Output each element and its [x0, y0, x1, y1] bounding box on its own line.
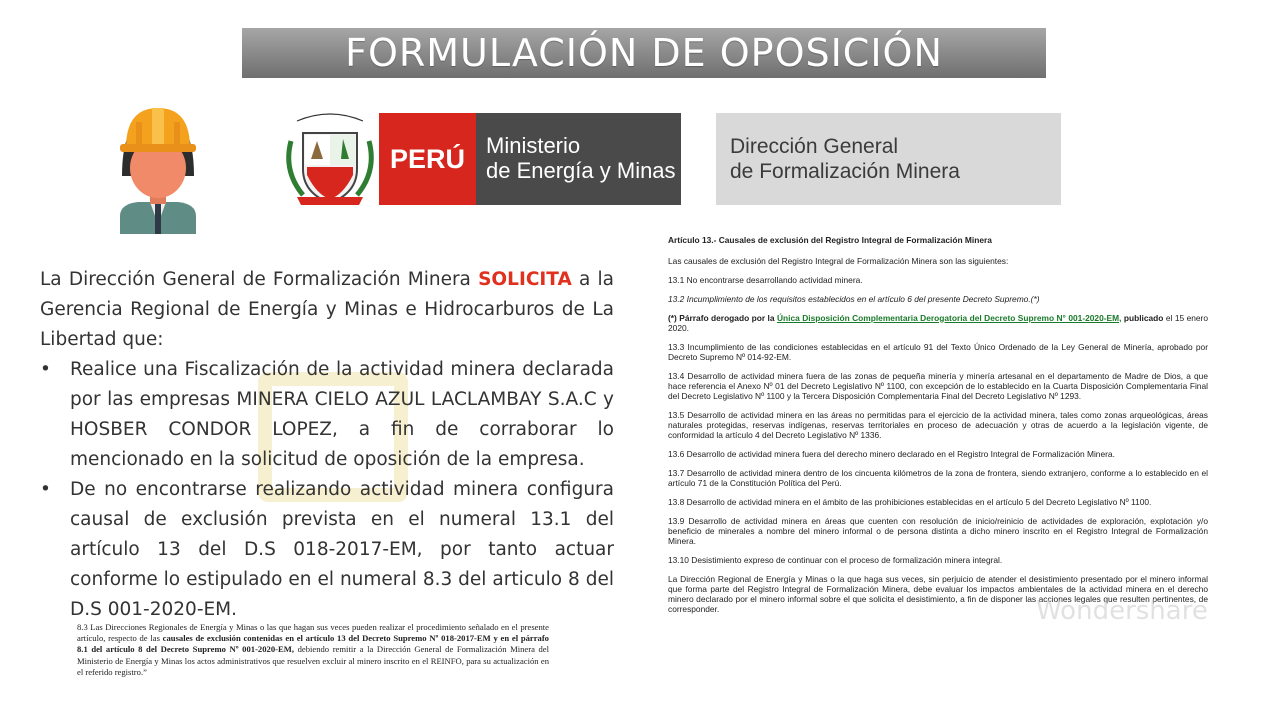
dgfm-logo — [716, 113, 1061, 205]
footnote-a: 8.3 Las Direcciones Regionales de Energía y Minas o las que hagan sus veces pueden realizar el procedimiento señalado en el presente artículo, respecto de las — [77, 622, 549, 644]
article-intro: Las causales de exclusión del Registro Integral de Formalización Minera son las siguientes: — [668, 256, 1009, 267]
clause-13-1: 13.1 No encontrarse desarrollando actividad minera. — [668, 275, 863, 285]
dg-line1: Dirección General — [730, 135, 899, 158]
clause-13-7: 13.7 Desarrollo de actividad minera dentro de los cincuenta kilómetros de la zona de frontera, siendo extranjero, conforme a lo establecido en el artículo 71 de la Constitución Política del Perú. — [668, 467, 1208, 488]
ministerio-label — [476, 113, 681, 205]
clause-13-4: 13.4 Desarrollo de actividad minera fuera de las zonas de pequeña minería y minería artesanal en el departamento de Madre de Dios, a que hace referencia el Anexo Nº 01 del Decreto Legislativo Nº 1100, con excepción de lo establecido en la Cuarta Disposición Complementaria Final del Decreto Legislativo Nº 1100 y la Tercera Disposición Complementaria Final del Decreto Legislativo Nº 1293. — [668, 370, 1208, 401]
footnote-excerpt — [77, 622, 549, 678]
clause-13-10: 13.10 Desistimiento expreso de continuar con el proceso de formalización minera integral. — [668, 554, 1003, 565]
derog-b: publicado — [1123, 312, 1164, 323]
clause-13-8: 13.8 Desarrollo de actividad minera en el ámbito de las prohibiciones establecidas en el artículo 5 del Decreto Legislativo Nº 1100. — [668, 496, 1152, 507]
ministerio-line1: Ministerio — [486, 133, 581, 158]
clause-13-6: 13.6 Desarrollo de actividad minera fuera del derecho minero declarado en el Registro Integral de Formalización Minera. — [668, 449, 1115, 459]
peru-shield-icon — [283, 111, 377, 207]
derog-c: el 15 enero 2020. — [668, 312, 1208, 333]
derog-a: (*) Párrafo derogado por la — [668, 312, 775, 323]
article-heading: Artículo 13.- Causales de exclusión del Registro Integral de Formalización Minera — [668, 235, 992, 245]
minem-logo — [379, 113, 757, 205]
page-title: FORMULACIÓN DE OPOSICIÓN — [345, 31, 943, 75]
footnote-b: causales de exclusión contenidas en el artículo 13 del Decreto Supremo Nº 018-2017-EM y en el párrafo 8.1 del artículo 8 del Decreto Supremo Nº 001-2020-EM, — [77, 633, 549, 655]
derogation-link[interactable]: Única Disposición Complementaria Derogatoria del Decreto Supremo N° 001-2020-EM, — [776, 312, 1122, 323]
bullet-text: Realice una Fiscalización de la actividad minera declarada por las empresas MINERA CIELO AZUL LACLAMBAY S.A.C y HOSBER CONDOR LOPEZ, a fin de corraborar lo mencionado en la solicitud de oposición de la empresa. — [70, 359, 614, 470]
clause-13-5: 13.5 Desarrollo de actividad minera en las áreas no permitidas para el ejercicio de la actividad minera, tales como zonas arqueológicas, áreas naturales protegidas, reservas indígenas, reservas territoriales en proceso de adecuación y otras de acuerdo a la legislación vigente, de conformidad la artículo 4 del Decreto Legislativo Nº 1336. — [668, 409, 1208, 441]
footnote-c: debiendo remitir a la Dirección General de Formalización Minera del Ministerio de Energía y Minas los actos administrativos que resuelven excluir al minero inscrito en el REINFO, para su actualización en el referido registro.” — [77, 644, 549, 677]
clause-13-2: 13.2 Incumplimiento de los requisitos establecidos en el artículo 6 del presente Decreto Supremo.(*) — [668, 293, 1040, 304]
wondershare-watermark: Wondershare — [1036, 596, 1208, 626]
intro-b: a la Gerencia Regional de Energía y Minas e Hidrocarburos de La Libertad que: — [40, 269, 615, 350]
clause-13-3: 13.3 Incumplimiento de las condiciones establecidas en el artículo 91 del Texto Único Ordenado de la Ley General de Minería, aprobado por Decreto Supremo Nº 014-92-EM. — [668, 341, 1208, 362]
request-list — [40, 355, 614, 625]
closing-paragraph: La Dirección Regional de Energía y Minas o la que haga sus veces, sin perjuicio de atender el desistimiento presentado por el minero informal que forma parte del Registro Integral de Formalización Minera, debe evaluar los impactos ambientales de la actividad minera en el derecho minero declarado por el minero informal sobre el que solicita el desistimiento, a fin de disponer las acciones legales que resulten pertinentes, de corresponder. — [668, 573, 1208, 615]
title-banner — [242, 28, 1046, 78]
bullet-text: De no encontrarse realizando actividad minera configura causal de exclusión prevista en el numeral 13.1 del artículo 13 del D.S 018-2017-EM, por tanto actuar conforme lo estipulado en el numeral 8.3 del articulo 8 del D.S 001-2020-EM. — [70, 479, 614, 620]
legal-excerpt — [668, 235, 1208, 623]
list-item — [40, 355, 614, 475]
bullet-icon: • — [40, 359, 51, 380]
bullet-icon: • — [40, 479, 51, 500]
main-body — [40, 265, 614, 625]
derogation-note — [668, 313, 1208, 333]
dg-line2: de Formalización Minera — [730, 160, 960, 183]
peru-label: PERÚ — [379, 113, 476, 205]
worker-icon — [116, 104, 200, 234]
intro-paragraph — [40, 265, 614, 355]
list-item — [40, 475, 614, 625]
clause-13-9: 13.9 Desarrollo de actividad minera en áreas que cuenten con resolución de inicio/reinicio de actividades de exploración, explotación y/o beneficio de minerales a nombre del minero informal o de persona distinta a dicho minero inscrito en el Registro Integral de Formalización Minera. — [668, 515, 1208, 546]
intro-a: La Dirección General de Formalización Minera — [40, 269, 471, 290]
solicita-keyword: SOLICITA — [478, 269, 572, 290]
ministerio-line2: de Energía y Minas — [486, 158, 676, 183]
